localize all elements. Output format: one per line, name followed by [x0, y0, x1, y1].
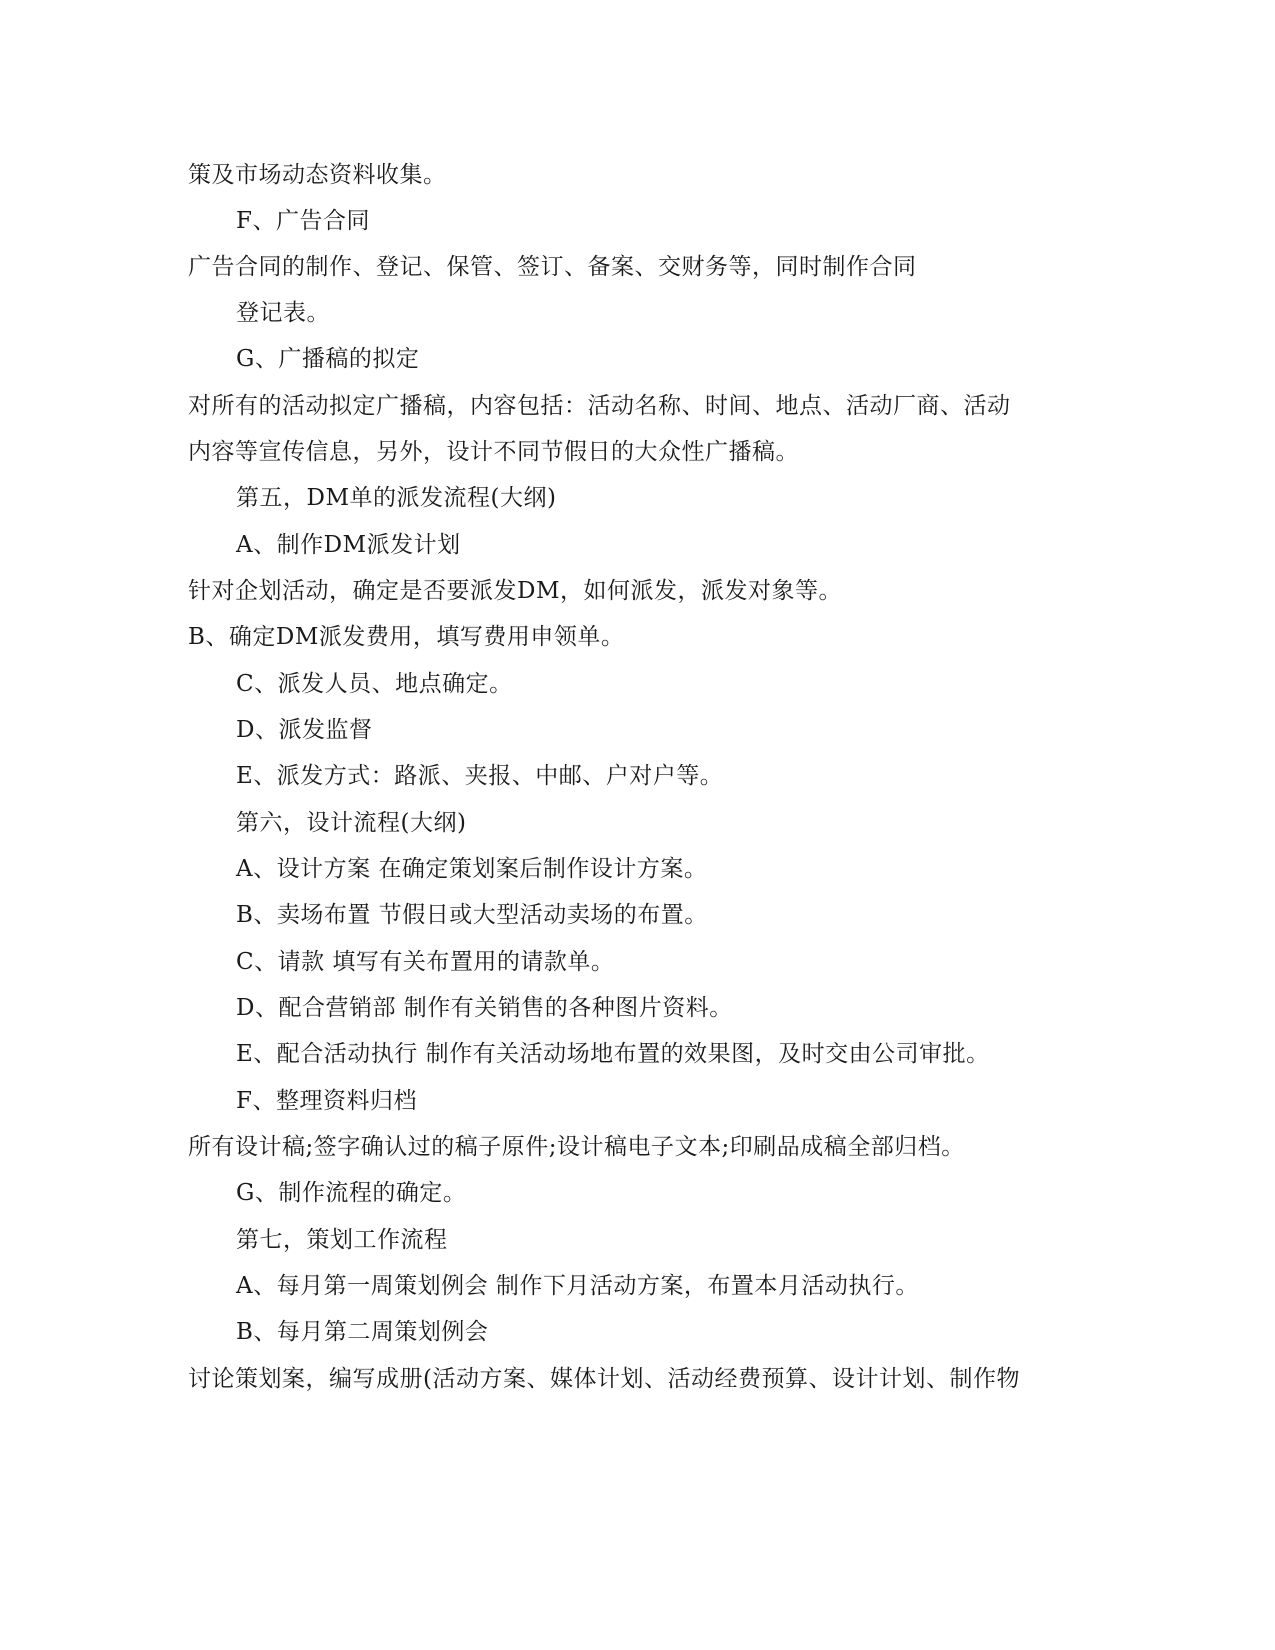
text-line: B、确定DM派发费用，填写费用申领单。: [188, 624, 625, 650]
text-line: E、派发方式：路派、夹报、中邮、户对户等。: [236, 763, 724, 789]
text-line: A、设计方案 在确定策划案后制作设计方案。: [236, 856, 708, 882]
chapter-heading: 第七，策划工作流程: [236, 1227, 448, 1253]
text-line: D、配合营销部 制作有关销售的各种图片资料。: [236, 995, 733, 1021]
text-line: G、制作流程的确定。: [236, 1180, 467, 1206]
text-line: 所有设计稿;签字确认过的稿子原件;设计稿电子文本;印刷品成稿全部归档。: [188, 1134, 965, 1160]
text-line: 内容等宣传信息，另外，设计不同节假日的大众性广播稿。: [188, 439, 799, 465]
text-line: C、派发人员、地点确定。: [236, 671, 513, 697]
section-heading: G、广播稿的拟定: [236, 346, 420, 372]
text-line: C、请款 填写有关布置用的请款单。: [236, 949, 615, 975]
text-line: 广告合同的制作、登记、保管、签订、备案、交财务等，同时制作合同: [188, 254, 917, 280]
text-line: 讨论策划案，编写成册(活动方案、媒体计划、活动经费预算、设计计划、制作物: [188, 1366, 1020, 1392]
text-line: 针对企划活动，确定是否要派发DM，如何派发，派发对象等。: [188, 578, 842, 604]
section-heading: F、整理资料归档: [236, 1088, 417, 1114]
text-line: B、卖场布置 节假日或大型活动卖场的布置。: [236, 902, 708, 928]
text-line: E、配合活动执行 制作有关活动场地布置的效果图，及时交由公司审批。: [236, 1041, 990, 1067]
chapter-heading: 第五，DM单的派发流程(大纲): [236, 485, 557, 511]
text-line: D、派发监督: [236, 717, 373, 743]
text-line: 对所有的活动拟定广播稿，内容包括：活动名称、时间、地点、活动厂商、活动: [188, 393, 1011, 419]
text-line: 策及市场动态资料收集。: [188, 162, 447, 188]
section-heading: B、每月第二周策划例会: [236, 1319, 489, 1345]
text-line: 登记表。: [236, 300, 330, 326]
section-heading: F、广告合同: [236, 208, 370, 234]
section-heading: A、制作DM派发计划: [236, 532, 461, 558]
text-line: A、每月第一周策划例会 制作下月活动方案，布置本月活动执行。: [236, 1273, 919, 1299]
chapter-heading: 第六，设计流程(大纲): [236, 810, 467, 836]
